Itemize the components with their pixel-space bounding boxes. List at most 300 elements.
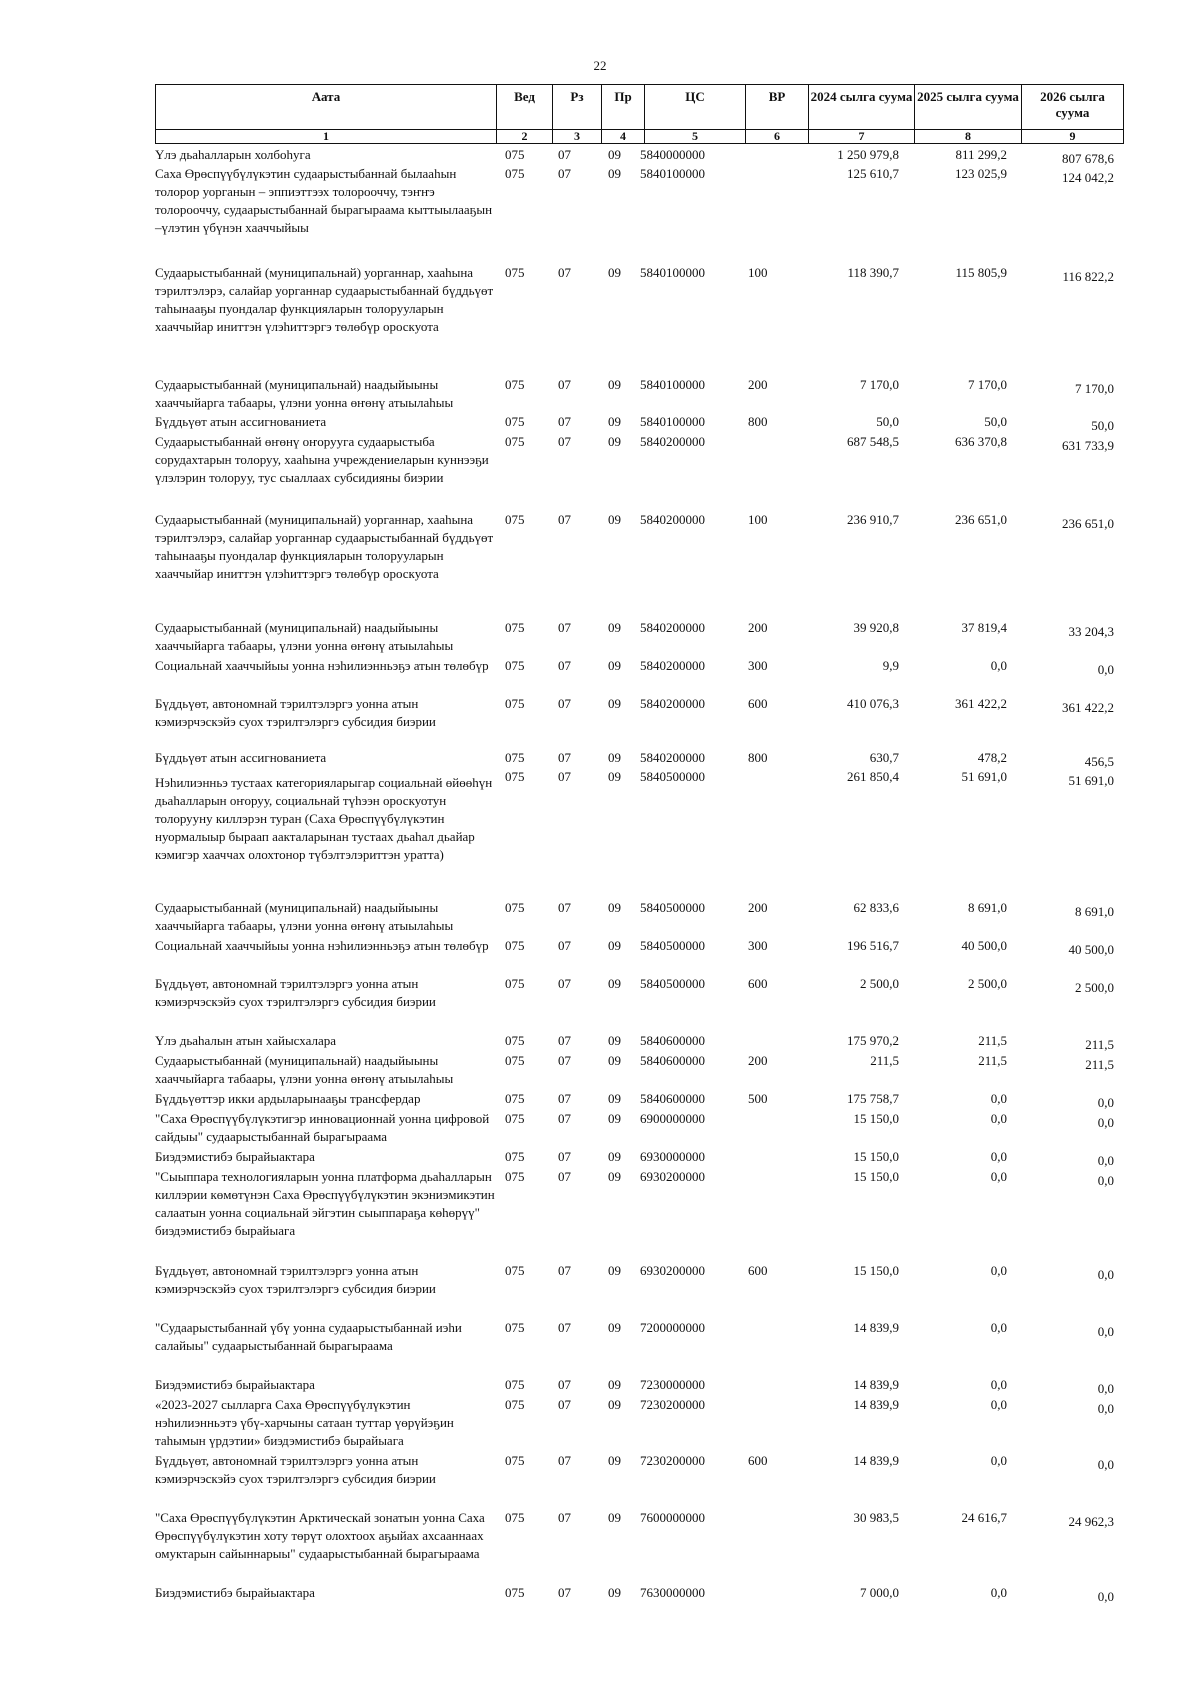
row-rz: 07 [558,1397,571,1412]
row-cs: 6930000000 [640,1149,705,1164]
row-ved: 075 [505,147,525,162]
row-name: Бүддьүөт атын ассигнованиета [155,414,327,429]
column-number: 3 [553,130,602,144]
row-cs: 5840200000 [640,750,705,765]
row-name: Нэһилиэнньэ тустаах категорияларыгар социальнай өйөөһүн дьаһалларын оҥоруу, социальнай түһээн ороскуотун толорууну киллэрэн туран (Саха Өрөспүүбүлүкэтин нуормалыыр быраап аакталарынан тустаах дьаһал дьайар кэмигэр хааччах олохтонор түбэлтэлэриттэн уратта) [155,775,493,862]
row-ved: 075 [505,1397,525,1412]
row-ved: 075 [505,769,525,784]
row-2026: 2 500,0 [1075,980,1114,995]
row-ved: 075 [505,1453,525,1468]
row-vr: 200 [748,1053,768,1068]
row-rz: 07 [558,696,571,711]
row-2025: 115 805,9 [955,265,1007,280]
row-2026: 8 691,0 [1075,904,1114,919]
row-rz: 07 [558,265,571,280]
row-2026: 361 422,2 [1062,700,1114,715]
row-rz: 07 [558,147,571,162]
table-row [155,1509,1115,1584]
row-cs: 7230200000 [640,1397,705,1412]
row-rz: 07 [558,377,571,392]
row-2024: 211,5 [870,1053,899,1068]
row-name: Үлэ дьаһалларын холбоһуга [155,147,311,162]
row-2024: 14 839,9 [853,1377,899,1392]
row-vr [740,1509,802,1584]
row-name: Биэдэмистибэ бырайыактара [155,1585,315,1600]
row-cs: 5840100000 [640,414,705,429]
row-2025: 636 370,8 [955,434,1007,449]
row-rz: 07 [558,414,571,429]
row-cs: 5840200000 [640,434,705,449]
row-rz: 07 [558,1091,571,1106]
row-2026: 40 500,0 [1068,942,1114,957]
row-2024: 62 833,6 [853,900,899,915]
row-pr: 09 [608,750,621,765]
row-ved: 075 [505,1053,525,1068]
table-row [155,768,1115,899]
table-row [155,975,1115,1032]
row-rz: 07 [558,1453,571,1468]
table-row [155,1452,1115,1509]
row-ved: 075 [505,1169,525,1184]
row-cs: 7230000000 [640,1377,705,1392]
row-cs: 5840500000 [640,976,705,991]
row-2025: 24 616,7 [961,1510,1007,1525]
row-ved: 075 [505,620,525,635]
row-vr [740,146,802,165]
column-number: 4 [602,130,645,144]
row-cs: 5840200000 [640,620,705,635]
row-name: Бүддьүөт, автономнай тэрилтэлэргэ уонна атын кэмиэрчэскэйэ суох тэрилтэлэргэ субсидия биэрии [155,1263,436,1296]
row-vr: 600 [748,976,768,991]
row-2024: 15 150,0 [853,1263,899,1278]
table-row [155,1110,1115,1148]
row-rz: 07 [558,1053,571,1068]
table-row [155,1584,1115,1604]
row-vr [740,1376,802,1396]
row-cs: 5840600000 [640,1053,705,1068]
row-2025: 0,0 [990,1111,1007,1126]
row-pr: 09 [608,1263,621,1278]
row-2026: 0,0 [1097,1095,1114,1110]
row-2026: 0,0 [1097,662,1114,677]
row-2025: 8 691,0 [968,900,1007,915]
row-name: Судаарыстыбаннай (муниципальнай) уорганнар, хааһына тэрилтэлэрэ, салайар уорганнар судаарыстыбаннай бүддьүөт таһынааҕы пуондалар функцияларын толорууларын хааччыйар иниттэн үлэһиттэргэ төлөбүр ороскуота [155,512,494,581]
row-cs: 5840100000 [640,377,705,392]
table-row [155,165,1115,264]
row-name: "Судаарыстыбаннай үбү уонна судаарыстыбаннай иэһи салайыы" судаарыстыбаннай бырагыраама [155,1320,462,1353]
header-ved: Вед [497,85,553,130]
row-2025: 0,0 [990,658,1007,673]
row-vr [740,1148,802,1168]
row-vr: 100 [748,265,768,280]
row-vr: 600 [748,1263,768,1278]
row-2026: 0,0 [1097,1589,1114,1604]
row-cs: 5840600000 [640,1033,705,1048]
row-cs: 5840500000 [640,938,705,953]
row-vr: 800 [748,414,768,429]
row-2026: 0,0 [1097,1401,1114,1416]
row-rz: 07 [558,1111,571,1126]
row-vr: 300 [748,938,768,953]
row-cs: 5840200000 [640,696,705,711]
row-2024: 1 250 979,8 [837,147,899,162]
row-pr: 09 [608,1111,621,1126]
table-row [155,899,1115,937]
row-2025: 0,0 [990,1169,1007,1184]
row-rz: 07 [558,1169,571,1184]
row-2024: 687 548,5 [847,434,899,449]
row-name: Судаарыстыбаннай өҥөнү оҥорууга судаарыстыба сорудахтарын толоруу, хааһына учреждениеларын куннээҕи үлэлэрин толоруу, тус сыаллаах субсидияны биэрии [155,434,489,485]
row-2025: 40 500,0 [961,938,1007,953]
row-vr: 200 [748,620,768,635]
row-ved: 075 [505,1149,525,1164]
row-vr [740,165,802,264]
row-name: Судаарыстыбаннай (муниципальнай) наадыйыыны хааччыйарга табаары, үлэни уонна өҥөнү атыылаһыы [155,620,454,653]
column-number: 9 [1022,130,1124,144]
row-2026: 456,5 [1084,754,1114,769]
table-row [155,1319,1115,1376]
row-pr: 09 [608,1169,621,1184]
row-ved: 075 [505,938,525,953]
row-pr: 09 [608,166,621,181]
table-row [155,1052,1115,1090]
row-2026: 7 170,0 [1075,381,1114,396]
row-2024: 7 170,0 [860,377,899,392]
column-number: 2 [497,130,553,144]
row-2024: 14 839,9 [853,1320,899,1335]
row-pr: 09 [608,265,621,280]
row-ved: 075 [505,1111,525,1126]
row-ved: 075 [505,696,525,711]
header-2025: 2025 сылга суума [915,85,1022,130]
row-2025: 361 422,2 [955,696,1007,711]
row-name: Судаарыстыбаннай (муниципальнай) уорганнар, хааһына тэрилтэлэрэ, салайар уорганнар судаарыстыбаннай бүддьүөт таһынааҕы пуондалар функцияларын толорууларын хааччыйар иниттэн үлэһиттэргэ төлөбүр ороскуота [155,265,494,334]
budget-table-body [155,146,1115,1604]
header-cs: ЦС [645,85,746,130]
row-name: Социальнай хааччыйыы уонна нэһилиэнньэҕэ атын төлөбүр [155,938,489,953]
row-2025: 50,0 [984,414,1007,429]
row-pr: 09 [608,1091,621,1106]
row-vr: 600 [748,1453,768,1468]
row-rz: 07 [558,769,571,784]
header-pr: Пр [602,85,645,130]
row-2024: 39 920,8 [853,620,899,635]
row-vr [740,1168,802,1262]
row-ved: 075 [505,434,525,449]
row-2024: 630,7 [869,750,899,765]
row-vr [740,1319,802,1376]
row-2026: 0,0 [1097,1115,1114,1130]
row-2024: 30 983,5 [853,1510,899,1525]
table-row [155,749,1115,768]
row-cs: 6930200000 [640,1263,705,1278]
row-rz: 07 [558,512,571,527]
row-pr: 09 [608,1033,621,1048]
table-row [155,1262,1115,1319]
header-name: Аата [156,85,497,130]
row-cs: 5840200000 [640,658,705,673]
row-name: «2023-2027 сылларга Саха Өрөспүүбүлүкэтин нэһилиэнньэтэ үбү-харчыны сатаан туттар үөрүйэҕин таһымын үрдэтии» биэдэмистибэ бырайыага [155,1397,454,1448]
row-2026: 24 962,3 [1068,1514,1114,1529]
row-2026: 50,0 [1091,418,1114,433]
table-row [155,264,1115,376]
row-vr [740,1032,802,1052]
row-rz: 07 [558,1377,571,1392]
header-vr: ВР [746,85,809,130]
row-2025: 236 651,0 [955,512,1007,527]
row-2024: 2 500,0 [860,976,899,991]
row-vr: 100 [748,512,768,527]
row-2026: 0,0 [1097,1381,1114,1396]
row-rz: 07 [558,900,571,915]
row-name: Бүддьүөт атын ассигнованиета [155,750,327,765]
row-2026: 807 678,6 [1062,151,1114,166]
row-2025: 0,0 [990,1091,1007,1106]
row-ved: 075 [505,1320,525,1335]
row-ved: 075 [505,658,525,673]
row-ved: 075 [505,900,525,915]
row-2024: 125 610,7 [847,166,899,181]
row-ved: 075 [505,1377,525,1392]
row-2024: 15 150,0 [853,1169,899,1184]
row-2024: 15 150,0 [853,1111,899,1126]
row-cs: 5840200000 [640,512,705,527]
row-cs: 5840600000 [640,1091,705,1106]
table-row [155,657,1115,695]
row-pr: 09 [608,620,621,635]
row-rz: 07 [558,658,571,673]
row-name: Биэдэмистибэ бырайыактара [155,1149,315,1164]
row-pr: 09 [608,1510,621,1525]
row-pr: 09 [608,769,621,784]
row-ved: 075 [505,1510,525,1525]
table-row [155,1090,1115,1110]
row-2024: 118 390,7 [847,265,899,280]
row-ved: 075 [505,377,525,392]
row-2025: 811 299,2 [955,147,1007,162]
row-2026: 33 204,3 [1068,624,1114,639]
row-name: "Саха Өрөспүүбүлүкэтин Арктическай зонатын уонна Саха Өрөспүүбүлүкэтин хоту төрүт олохтоох аҕыйах ахсааннаах омуктарын сайыннарыы" судаарыстыбаннай бырагыраама [155,1510,485,1561]
row-2024: 410 076,3 [847,696,899,711]
row-name: Биэдэмистибэ бырайыактара [155,1377,315,1392]
row-2025: 0,0 [990,1585,1007,1600]
row-name: Бүддьүөт, автономнай тэрилтэлэргэ уонна атын кэмиэрчэскэйэ суох тэрилтэлэргэ субсидия биэрии [155,1453,436,1486]
row-rz: 07 [558,938,571,953]
row-2024: 7 000,0 [860,1585,899,1600]
table-row [155,1376,1115,1396]
header-2026: 2026 сылга суума [1022,85,1124,130]
row-name: "Саха Өрөспүүбүлүкэтигэр инновационнай уонна цифровой сайдыы" судаарыстыбаннай бырагыраама [155,1111,490,1144]
table-row [155,1396,1115,1452]
row-ved: 075 [505,512,525,527]
row-2026: 0,0 [1097,1324,1114,1339]
row-rz: 07 [558,1510,571,1525]
row-vr: 300 [748,658,768,673]
row-rz: 07 [558,1263,571,1278]
row-2026: 236 651,0 [1062,516,1114,531]
row-2024: 14 839,9 [853,1453,899,1468]
table-row [155,1168,1115,1262]
row-vr [740,1396,802,1452]
table-row [155,413,1115,433]
table-row [155,146,1115,165]
row-2025: 0,0 [990,1377,1007,1392]
row-2026: 124 042,2 [1062,170,1114,185]
row-rz: 07 [558,1585,571,1600]
row-ved: 075 [505,166,525,181]
row-2025: 478,2 [977,750,1007,765]
row-pr: 09 [608,900,621,915]
row-cs: 6930200000 [640,1169,705,1184]
row-pr: 09 [608,976,621,991]
row-vr: 600 [748,696,768,711]
table-row [155,376,1115,413]
row-pr: 09 [608,1053,621,1068]
row-name: Судаарыстыбаннай (муниципальнай) наадыйыыны хааччыйарга табаары, үлэни уонна өҥөнү атыылаһыы [155,900,454,933]
row-2026: 0,0 [1097,1173,1114,1188]
row-name: Судаарыстыбаннай (муниципальнай) наадыйыыны хааччыйарга табаары, үлэни уонна өҥөнү атыылаһыы [155,377,454,410]
row-2026: 116 822,2 [1062,269,1114,284]
row-2026: 0,0 [1097,1267,1114,1282]
row-name: Социальнай хааччыйыы уонна нэһилиэнньэҕэ атын төлөбүр [155,658,489,673]
row-vr: 200 [748,900,768,915]
row-cs: 7200000000 [640,1320,705,1335]
row-2024: 15 150,0 [853,1149,899,1164]
column-number: 6 [746,130,809,144]
row-rz: 07 [558,1033,571,1048]
table-row [155,1148,1115,1168]
row-2024: 14 839,9 [853,1397,899,1412]
row-2025: 37 819,4 [961,620,1007,635]
row-pr: 09 [608,1320,621,1335]
row-rz: 07 [558,976,571,991]
row-cs: 5840100000 [640,166,705,181]
row-2024: 50,0 [876,414,899,429]
row-pr: 09 [608,377,621,392]
row-pr: 09 [608,1585,621,1600]
table-row [155,511,1115,619]
row-2026: 211,5 [1085,1037,1114,1052]
row-2025: 211,5 [978,1053,1007,1068]
row-pr: 09 [608,512,621,527]
row-name: Бүддьүөт, автономнай тэрилтэлэргэ уонна атын кэмиэрчэскэйэ суох тэрилтэлэргэ субсидия биэрии [155,976,436,1009]
row-2026: 211,5 [1085,1057,1114,1072]
row-2026: 0,0 [1097,1153,1114,1168]
row-vr [740,768,802,899]
row-2026: 631 733,9 [1062,438,1114,453]
page-number: 22 [593,58,607,73]
row-2024: 196 516,7 [847,938,899,953]
row-rz: 07 [558,1149,571,1164]
row-pr: 09 [608,938,621,953]
row-ved: 075 [505,1033,525,1048]
row-2025: 0,0 [990,1263,1007,1278]
row-2025: 7 170,0 [968,377,1007,392]
table-row [155,695,1115,749]
row-2024: 9,9 [882,658,899,673]
row-name: "Сыыппара технологияларын уонна платформа дьаһалларын киллэрии көмөтүнэн Саха Өрөспүүбүлүкэтин экэниэмикэтин салаатын уонна социальнай эйгэтин сыыппараҕа көһөрүү" биэдэмистибэ бырайыага [155,1169,495,1238]
row-vr: 500 [748,1091,768,1106]
row-rz: 07 [558,620,571,635]
row-name: Саха Өрөспүүбүлүкэтин судаарыстыбаннай былааһын толорор уорганын – эппиэттээх толорооччу, тэҥҥэ толорооччу, судаарыстыбаннай бырагыраама кыттыылааҕын –үлэтин үбүнэн хааччыйыы [155,166,493,235]
row-rz: 07 [558,434,571,449]
column-number: 5 [645,130,746,144]
row-name: Судаарыстыбаннай (муниципальнай) наадыйыыны хааччыйарга табаары, үлэни уонна өҥөнү атыылаһыы [155,1053,454,1086]
row-vr [740,1110,802,1148]
table-row [155,937,1115,975]
row-name: Үлэ дьаһалын атын хайысхалара [155,1033,337,1048]
row-2025: 2 500,0 [968,976,1007,991]
row-pr: 09 [608,147,621,162]
row-cs: 5840500000 [640,769,705,784]
row-2025: 0,0 [990,1320,1007,1335]
row-pr: 09 [608,1453,621,1468]
row-2024: 261 850,4 [847,769,899,784]
row-2025: 51 691,0 [961,769,1007,784]
table-row [155,619,1115,657]
row-ved: 075 [505,1585,525,1600]
row-2025: 0,0 [990,1149,1007,1164]
row-ved: 075 [505,265,525,280]
row-cs: 6900000000 [640,1111,705,1126]
row-cs: 7600000000 [640,1510,705,1525]
column-number: 1 [156,130,497,144]
row-2026: 0,0 [1097,1457,1114,1472]
table-header [155,84,1124,144]
row-2025: 123 025,9 [955,166,1007,181]
row-2026: 51 691,0 [1068,773,1114,788]
column-number: 8 [915,130,1022,144]
row-rz: 07 [558,750,571,765]
row-cs: 5840100000 [640,265,705,280]
row-pr: 09 [608,696,621,711]
row-2025: 211,5 [978,1033,1007,1048]
row-cs: 7630000000 [640,1585,705,1600]
row-pr: 09 [608,434,621,449]
column-number: 7 [809,130,915,144]
row-2024: 236 910,7 [847,512,899,527]
row-ved: 075 [505,1091,525,1106]
row-ved: 075 [505,750,525,765]
row-ved: 075 [505,976,525,991]
row-name: Бүддьүөттэр икки ардыларынааҕы трансфердар [155,1091,421,1106]
row-rz: 07 [558,1320,571,1335]
row-pr: 09 [608,414,621,429]
row-pr: 09 [608,658,621,673]
header-rz: Рз [553,85,602,130]
row-pr: 09 [608,1397,621,1412]
row-2025: 0,0 [990,1397,1007,1412]
row-ved: 075 [505,414,525,429]
row-2025: 0,0 [990,1453,1007,1468]
row-cs: 5840500000 [640,900,705,915]
row-vr [740,433,802,511]
row-vr: 200 [748,377,768,392]
row-name: Бүддьүөт, автономнай тэрилтэлэргэ уонна атын кэмиэрчэскэйэ суох тэрилтэлэргэ субсидия биэрии [155,696,436,729]
row-pr: 09 [608,1149,621,1164]
row-vr [740,1584,802,1604]
row-vr: 800 [748,750,768,765]
table-row [155,433,1115,511]
row-cs: 5840000000 [640,147,705,162]
row-cs: 7230200000 [640,1453,705,1468]
row-2024: 175 758,7 [847,1091,899,1106]
row-rz: 07 [558,166,571,181]
row-2024: 175 970,2 [847,1033,899,1048]
row-ved: 075 [505,1263,525,1278]
header-2024: 2024 сылга суума [809,85,915,130]
row-pr: 09 [608,1377,621,1392]
